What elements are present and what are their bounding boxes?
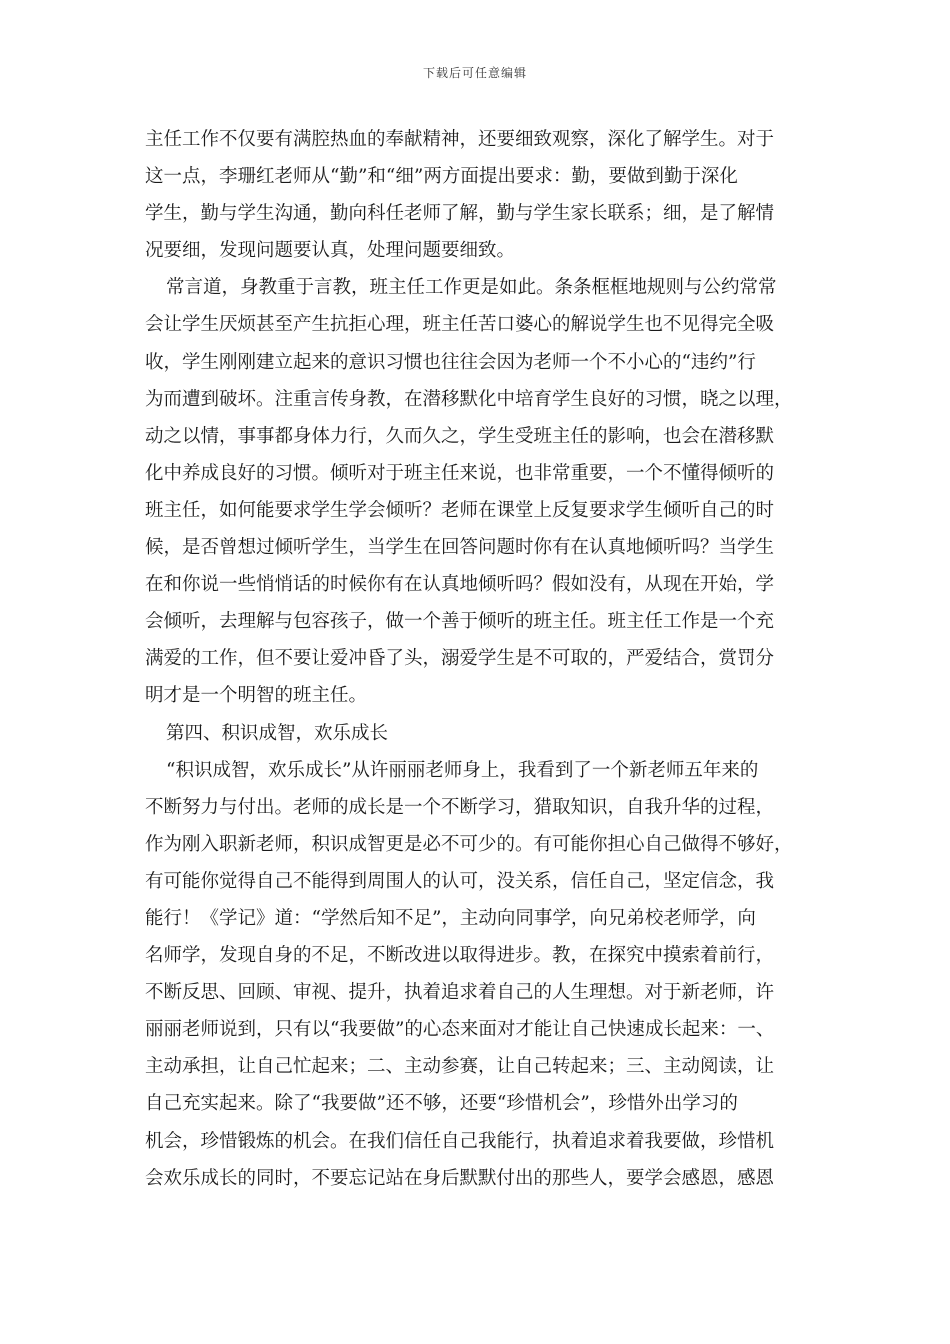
- text-line: 主动承担，让自己忙起来；二、主动参赛，让自己转起来；三、主动阅读，让: [145, 1056, 775, 1078]
- text-line: 会让学生厌烦甚至产生抗拒心理，班主任苦口婆心的解说学生也不见得完全吸: [145, 314, 775, 336]
- text-line: 明才是一个明智的班主任。: [145, 685, 368, 707]
- text-line: 机会，珍惜锻炼的机会。在我们信任自己我能行，执着追求着我要做，珍惜机: [145, 1130, 775, 1152]
- text-line: 主任工作不仅要有满腔热血的奉献精神，还要细致观察，深化了解学生。对于: [145, 129, 775, 150]
- document-body: [145, 121, 825, 1197]
- text-line: 会欢乐成长的同时，不要忘记站在身后默默付出的那些人，要学会感恩，感恩: [145, 1167, 775, 1189]
- text-line: 满爱的工作，但不要让爱冲昏了头，溺爱学生是不可取的，严爱结合，赏罚分: [145, 648, 775, 670]
- text-line: 有可能你觉得自己不能得到周围人的认可，没关系，信任自己，坚定信念，我: [145, 870, 775, 892]
- paragraph-start-line: 常言道，身教重于言教，班主任工作更是如此。条条框框地规则与公约常常: [166, 277, 777, 299]
- text-line: 候，是否曾想过倾听学生，当学生在回答问题时你有在认真地倾听吗？当学生: [145, 537, 775, 559]
- text-line: 这一点，李珊红老师从“勤”和“细”两方面提出要求：勤，要做到勤于深化: [145, 166, 738, 188]
- text-line: 化中养成良好的习惯。倾听对于班主任来说，也非常重要，一个不懂得倾听的: [145, 462, 775, 484]
- text-line: 收，学生刚刚建立起来的意识习惯也往往会因为老师一个不小心的“违约”行: [145, 351, 756, 373]
- text-line: 学生，勤与学生沟通，勤向科任老师了解，勤与学生家长联系；细，是了解情: [145, 203, 775, 225]
- text-line: 不断反思、回顾、审视、提升，执着追求着自己的人生理想。对于新老师，许: [145, 982, 775, 1004]
- text-line: 不断努力与付出。老师的成长是一个不断学习，猎取知识，自我升华的过程，: [145, 796, 775, 818]
- paragraph-start-line: “积识成智，欢乐成长”从许丽丽老师身上，我看到了一个新老师五年来的: [166, 759, 759, 781]
- text-line: 会倾听，去理解与包容孩子，做一个善于倾听的班主任。班主任工作是一个充: [145, 611, 775, 633]
- text-line: 自己充实起来。除了“我要做”还不够，还要“珍惜机会”，珍惜外出学习的: [145, 1093, 738, 1115]
- text-line: 动之以情，事事都身体力行，久而久之，学生受班主任的影响，也会在潜移默: [145, 425, 775, 447]
- section-heading: 第四、积识成智，欢乐成长: [166, 722, 389, 744]
- text-line: 名师学，发现自身的不足，不断改进以取得进步。教，在探究中摸索着前行，: [145, 945, 775, 967]
- text-line: 作为刚入职新老师，积识成智更是必不可少的。有可能你担心自己做得不够好，: [145, 833, 793, 855]
- text-line: 在和你说一些悄悄话的时候你有在认真地倾听吗？假如没有，从现在开始，学: [145, 574, 775, 596]
- text-line: 况要细，发现问题要认真，处理问题要细致。: [145, 240, 516, 262]
- text-line: 丽丽老师说到，只有以“我要做”的心态来面对才能让自己快速成长起来：一、: [145, 1019, 775, 1041]
- text-line: 为而遭到破坏。注重言传身教，在潜移默化中培育学生良好的习惯，晓之以理，: [145, 388, 793, 410]
- page-header: 下载后可任意编辑: [422, 66, 527, 80]
- text-line: 班主任，如何能要求学生学会倾听？老师在课堂上反复要求学生倾听自己的时: [145, 499, 775, 521]
- text-line: 能行！《学记》道：“学然后知不足”，主动向同事学，向兄弟校老师学，向: [145, 907, 756, 929]
